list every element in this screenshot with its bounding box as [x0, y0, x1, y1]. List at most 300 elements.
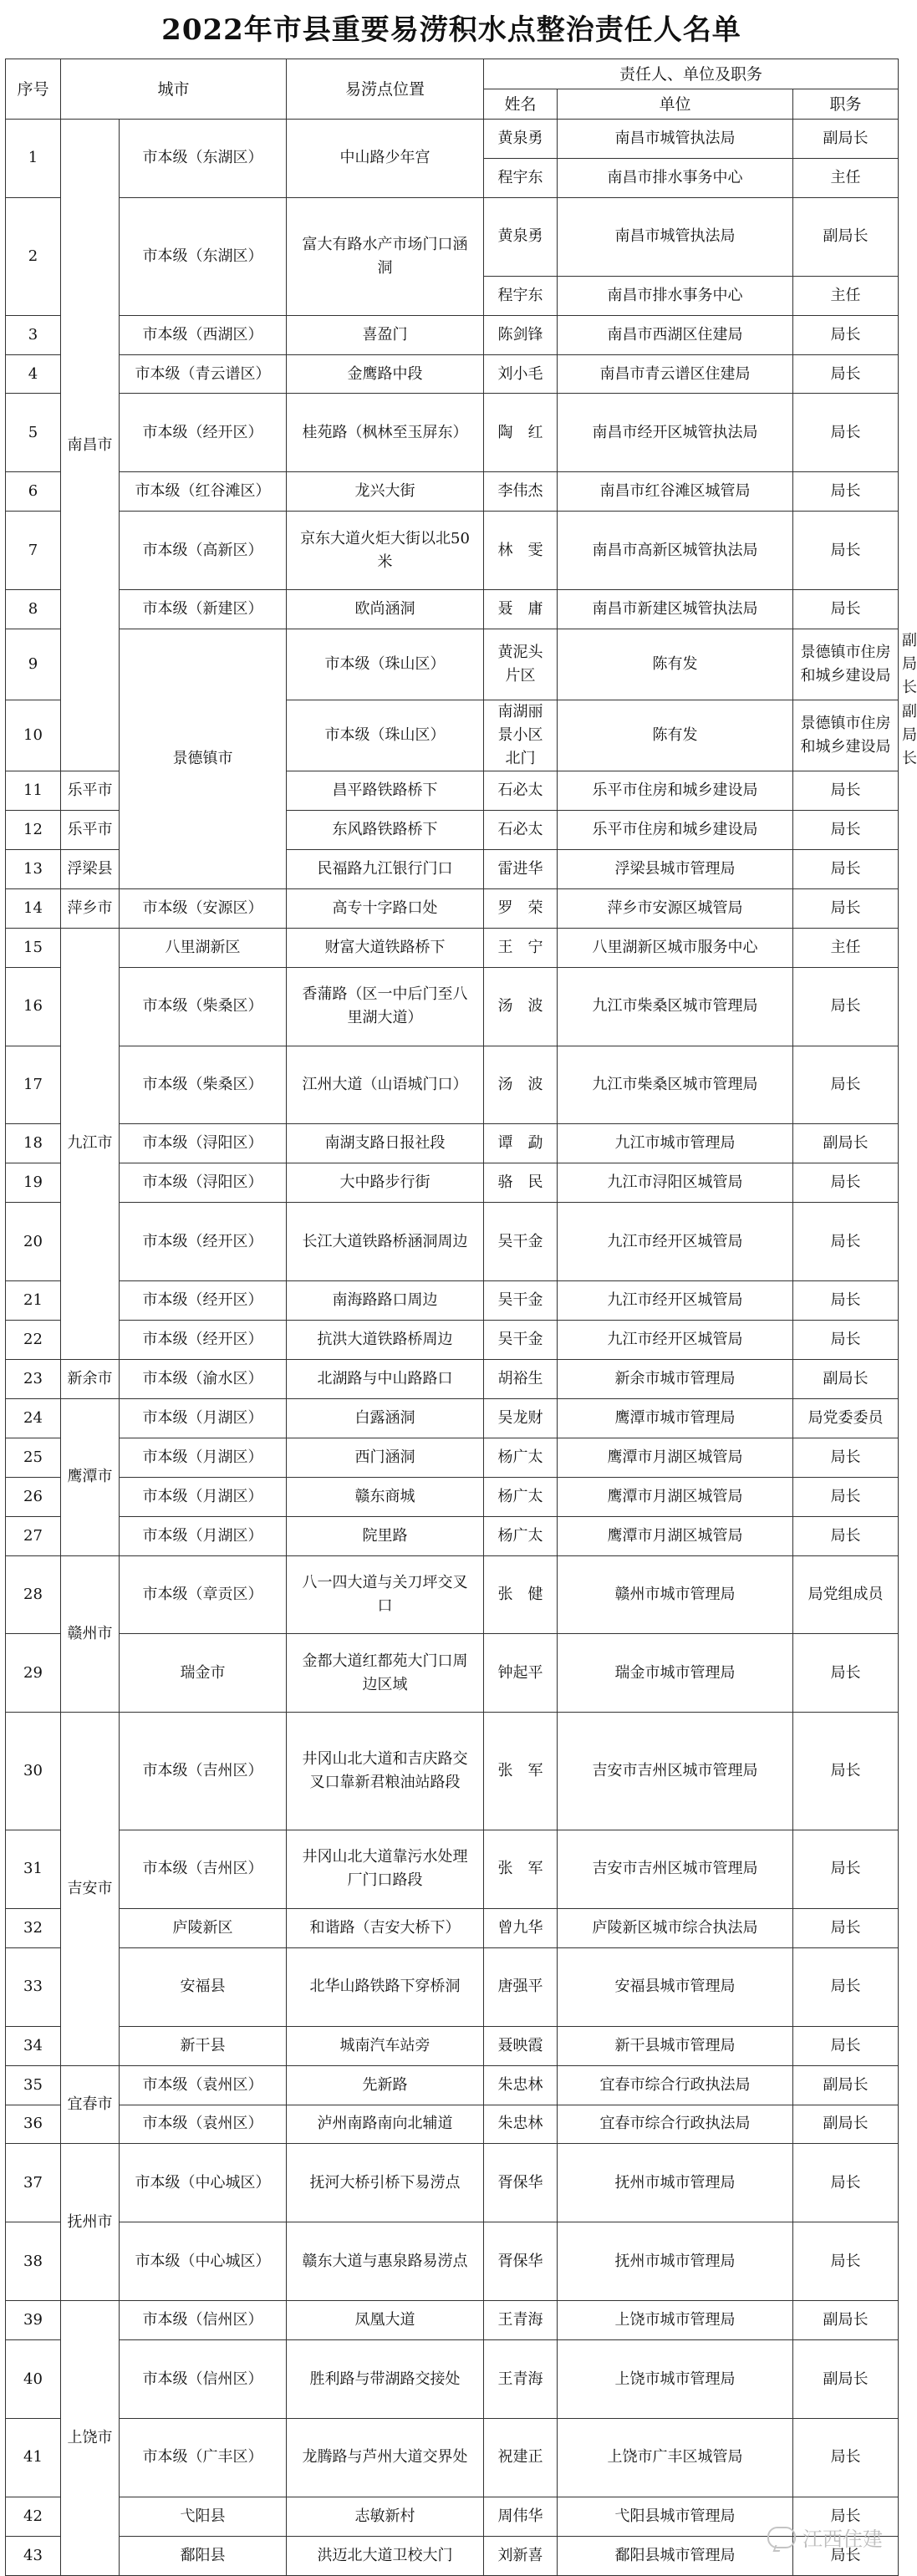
district-cell: 市本级（月湖区）: [120, 1438, 287, 1477]
location-cell: 金都大道红都苑大门口周边区域: [287, 1634, 484, 1713]
unit-cell: 鹰潭市月湖区城管局: [558, 1438, 793, 1477]
duty-cell: 局长: [793, 849, 899, 888]
row-number: 31: [6, 1830, 61, 1909]
row-number: 3: [6, 315, 61, 354]
location-cell: 江州大道（山语城门口）: [287, 1046, 484, 1124]
location-cell: 民福路九江银行门口: [287, 849, 484, 888]
row-number: 36: [6, 2105, 61, 2144]
unit-cell: 鹰潭市月湖区城管局: [558, 1477, 793, 1516]
table-row: [6, 1830, 899, 1909]
district-cell: 市本级（经开区）: [120, 1281, 287, 1321]
unit-cell: 上饶市广丰区城管局: [558, 2418, 793, 2497]
duty-cell: 局长: [793, 1203, 899, 1281]
unit-cell: 九江市柴桑区城市管理局: [558, 1046, 793, 1124]
person-name-cell: 聂映霞: [484, 2026, 558, 2065]
duty-cell: 局长: [793, 1438, 899, 1477]
table-row: [6, 1634, 899, 1713]
person-name-cell: 聂 庸: [484, 590, 558, 629]
district-cell: 市本级（经开区）: [120, 1203, 287, 1281]
location-cell: 欧尚涵洞: [287, 590, 484, 629]
district-cell: 市本级（信州区）: [120, 2340, 287, 2419]
location-cell: 东风路铁路桥下: [287, 810, 484, 849]
city-cell: 赣州市: [61, 1555, 120, 1713]
row-number: 37: [6, 2144, 61, 2222]
unit-cell: 赣州市城市管理局: [558, 1555, 793, 1634]
row-number: 25: [6, 1438, 61, 1477]
watermark-text: 江西住建: [802, 2528, 883, 2551]
unit-cell: 九江市经开区城管局: [558, 1320, 793, 1359]
location-cell: 南海路路口周边: [287, 1281, 484, 1321]
location-cell: 高专十字路口处: [287, 888, 484, 928]
district-cell: 市本级（袁州区）: [120, 2105, 287, 2144]
person-name-cell: 汤 波: [484, 1046, 558, 1124]
city-cell: 新余市: [61, 1359, 120, 1398]
row-number: 11: [6, 771, 61, 811]
duty-cell: 局党组成员: [793, 1555, 899, 1634]
table-row: [6, 1713, 899, 1830]
district-cell: 市本级（经开区）: [120, 1320, 287, 1359]
duty-cell: 局长: [793, 512, 899, 590]
person-name-cell: 雷进华: [484, 849, 558, 888]
duty-cell: 主任: [793, 276, 899, 315]
table-row: [6, 197, 899, 276]
duty-cell: 副局长: [793, 2301, 899, 2340]
district-cell: 市本级（吉州区）: [120, 1713, 287, 1830]
table-row: [6, 1438, 899, 1477]
unit-cell: 安福县城市管理局: [558, 1947, 793, 2026]
duty-cell: 局长: [793, 590, 899, 629]
row-number: 20: [6, 1203, 61, 1281]
duty-cell: 副局长: [793, 197, 899, 276]
unit-cell: 南昌市青云谱区住建局: [558, 354, 793, 394]
person-name-cell: 王 宁: [484, 928, 558, 967]
row-number: 34: [6, 2026, 61, 2065]
location-cell: 井冈山北大道和吉庆路交叉口靠新君粮油站路段: [287, 1713, 484, 1830]
person-name-cell: 刘小毛: [484, 354, 558, 394]
unit-cell: 南昌市城管执法局: [558, 197, 793, 276]
header-city: 城市: [61, 59, 287, 120]
table-row: [6, 2340, 899, 2419]
person-name-cell: 程宇东: [484, 158, 558, 197]
district-cell: 市本级（章贡区）: [120, 1555, 287, 1634]
district-cell: 市本级（红谷滩区）: [120, 472, 287, 512]
district-cell: 新干县: [120, 2026, 287, 2065]
duty-cell: 局长: [793, 1477, 899, 1516]
table-row: [6, 888, 899, 928]
district-cell: 市本级（柴桑区）: [120, 1046, 287, 1124]
duty-cell: 局长: [793, 888, 899, 928]
table-row: [6, 590, 899, 629]
district-cell: 市本级（东湖区）: [120, 197, 287, 315]
city-cell: 宜春市: [61, 2065, 120, 2144]
table-row: 9 景德镇市 市本级（珠山区） 黄泥头片区 陈有发 景德镇市住房和城乡建设局 副局长: [6, 629, 899, 700]
row-number: 43: [6, 2536, 61, 2575]
table-body: [6, 120, 917, 2576]
unit-cell: 吉安市吉州区城市管理局: [558, 1713, 793, 1830]
row-number: 17: [6, 1046, 61, 1124]
person-name-cell: 周伟华: [484, 2497, 558, 2536]
unit-cell: 九江市浔阳区城管局: [558, 1163, 793, 1203]
row-number: 13: [6, 849, 61, 888]
table-row: [6, 2105, 899, 2144]
row-number: 24: [6, 1398, 61, 1438]
person-name-cell: 杨广太: [484, 1516, 558, 1555]
person-name-cell: 王青海: [484, 2340, 558, 2419]
district-cell: 瑞金市: [120, 1634, 287, 1713]
location-cell: 中山路少年宫: [287, 120, 484, 198]
table-row: [6, 967, 899, 1046]
unit-cell: 九江市柴桑区城市管理局: [558, 967, 793, 1046]
district-cell: 市本级（西湖区）: [120, 315, 287, 354]
table-row: [6, 120, 899, 159]
person-name-cell: 陈有发: [558, 629, 793, 700]
location-cell: 黄泥头片区: [484, 629, 558, 700]
duty-cell: 局长: [793, 354, 899, 394]
location-cell: 昌平路铁路桥下: [287, 771, 484, 811]
location-cell: 京东大道火炬大街以北50米: [287, 512, 484, 590]
location-cell: 金鹰路中段: [287, 354, 484, 394]
table-row: [6, 2144, 899, 2222]
duty-cell: 局长: [793, 1830, 899, 1909]
unit-cell: 上饶市城市管理局: [558, 2340, 793, 2419]
district-cell: 市本级（渝水区）: [120, 1359, 287, 1398]
table-row: [6, 2301, 899, 2340]
unit-cell: 宜春市综合行政执法局: [558, 2065, 793, 2105]
unit-cell: 鄱阳县城市管理局: [558, 2536, 793, 2575]
duty-cell: 副局长: [793, 1124, 899, 1163]
city-cell: 景德镇市: [120, 629, 287, 889]
district-cell: 市本级（中心城区）: [120, 2222, 287, 2301]
table-row: [6, 1947, 899, 2026]
chat-bubble-icon: [767, 2527, 796, 2548]
table-row: [6, 1124, 899, 1163]
table-row: [6, 2026, 899, 2065]
district-cell: 市本级（浔阳区）: [120, 1163, 287, 1203]
row-number: 38: [6, 2222, 61, 2301]
duty-cell: 局长: [793, 1046, 899, 1124]
row-number: 22: [6, 1320, 61, 1359]
watermark: [767, 2523, 883, 2552]
unit-cell: 南昌市排水事务中心: [558, 276, 793, 315]
location-cell: 北湖路与中山路路口: [287, 1359, 484, 1398]
duty-cell: 局长: [793, 2222, 899, 2301]
duty-cell: 局长: [793, 810, 899, 849]
district-cell: 乐平市: [61, 810, 120, 849]
row-number: 27: [6, 1516, 61, 1555]
table-row: [6, 2222, 899, 2301]
district-cell: 市本级（信州区）: [120, 2301, 287, 2340]
unit-cell: 弋阳县城市管理局: [558, 2497, 793, 2536]
duty-cell: 主任: [793, 928, 899, 967]
district-cell: 市本级（珠山区）: [287, 700, 484, 771]
row-number: 6: [6, 472, 61, 512]
person-name-cell: 胥保华: [484, 2144, 558, 2222]
duty-cell: 局长: [793, 2026, 899, 2065]
person-name-cell: 骆 民: [484, 1163, 558, 1203]
header-no: 序号: [6, 59, 61, 120]
person-name-cell: 杨广太: [484, 1477, 558, 1516]
location-cell: 桂苑路（枫林至玉屏东）: [287, 394, 484, 472]
table-row: [6, 1320, 899, 1359]
person-name-cell: 祝建正: [484, 2418, 558, 2497]
table-row: [6, 1555, 899, 1634]
location-cell: 赣东商城: [287, 1477, 484, 1516]
duty-cell: 局长: [793, 315, 899, 354]
person-name-cell: 黄泉勇: [484, 120, 558, 159]
document-title: 2022年市县重要易涝积水点整治责任人名单: [161, 13, 741, 47]
district-cell: 浮梁县: [61, 849, 120, 888]
location-cell: 泸州南路南向北辅道: [287, 2105, 484, 2144]
table-row: [6, 354, 899, 394]
person-name-cell: 朱忠林: [484, 2105, 558, 2144]
district-cell: 市本级（东湖区）: [120, 120, 287, 198]
district-cell: 市本级（月湖区）: [120, 1398, 287, 1438]
table-row: 10 市本级（珠山区） 南湖丽景小区北门 陈有发 景德镇市住房和城乡建设局 副局长: [6, 700, 899, 771]
duty-cell: 局长: [793, 1908, 899, 1947]
city-cell: 抚州市: [61, 2144, 120, 2301]
unit-cell: 新干县城市管理局: [558, 2026, 793, 2065]
duty-cell: 副局长: [793, 120, 899, 159]
row-number: 35: [6, 2065, 61, 2105]
location-cell: 院里路: [287, 1516, 484, 1555]
table-row: [6, 1908, 899, 1947]
duty-cell: 局党委委员: [793, 1398, 899, 1438]
table-row: [6, 315, 899, 354]
row-number: 7: [6, 512, 61, 590]
unit-cell: 吉安市吉州区城市管理局: [558, 1830, 793, 1909]
table-row: [6, 1516, 899, 1555]
table-row: [6, 2418, 899, 2497]
table-row: [6, 1359, 899, 1398]
person-name-cell: 吴干金: [484, 1320, 558, 1359]
person-name-cell: 黄泉勇: [484, 197, 558, 276]
unit-cell: 抚州市城市管理局: [558, 2222, 793, 2301]
district-cell: 市本级（经开区）: [120, 394, 287, 472]
row-number: 19: [6, 1163, 61, 1203]
duty-cell: 局长: [793, 394, 899, 472]
duty-cell: 局长: [793, 1281, 899, 1321]
person-name-cell: 朱忠林: [484, 2065, 558, 2105]
header-responsible: 责任人、单位及职务: [484, 59, 899, 89]
city-cell: 萍乡市: [61, 888, 120, 928]
unit-cell: 九江市经开区城管局: [558, 1281, 793, 1321]
row-number: 12: [6, 810, 61, 849]
location-cell: 白露涵洞: [287, 1398, 484, 1438]
row-number: 39: [6, 2301, 61, 2340]
person-name-cell: 钟起平: [484, 1634, 558, 1713]
row-number: 14: [6, 888, 61, 928]
location-cell: 大中路步行街: [287, 1163, 484, 1203]
table-row: [6, 1203, 899, 1281]
person-name-cell: 王青海: [484, 2301, 558, 2340]
duty-cell: 局长: [793, 472, 899, 512]
table-row: [6, 472, 899, 512]
location-cell: 富大有路水产市场门口涵洞: [287, 197, 484, 315]
district-cell: 市本级（安源区）: [120, 888, 287, 928]
district-cell: 市本级（高新区）: [120, 512, 287, 590]
district-cell: 弋阳县: [120, 2497, 287, 2536]
unit-cell: 南昌市城管执法局: [558, 120, 793, 159]
header-name: 姓名: [484, 89, 558, 120]
location-cell: 凤凰大道: [287, 2301, 484, 2340]
row-number: 32: [6, 1908, 61, 1947]
district-cell: 市本级（新建区）: [120, 590, 287, 629]
row-number: 26: [6, 1477, 61, 1516]
row-number: 10: [6, 700, 61, 771]
district-cell: 市本级（袁州区）: [120, 2065, 287, 2105]
location-cell: 南湖支路日报社段: [287, 1124, 484, 1163]
table-row: [6, 928, 899, 967]
district-cell: 市本级（中心城区）: [120, 2144, 287, 2222]
district-cell: 市本级（青云谱区）: [120, 354, 287, 394]
header-unit: 单位: [558, 89, 793, 120]
table-row: [6, 1046, 899, 1124]
person-name-cell: 林 雯: [484, 512, 558, 590]
row-number: 30: [6, 1713, 61, 1830]
location-cell: 龙兴大街: [287, 472, 484, 512]
person-name-cell: 张 军: [484, 1713, 558, 1830]
unit-cell: 南昌市经开区城管执法局: [558, 394, 793, 472]
location-cell: 抚河大桥引桥下易涝点: [287, 2144, 484, 2222]
duty-cell: 局长: [793, 1163, 899, 1203]
district-cell: 市本级（浔阳区）: [120, 1124, 287, 1163]
duty-cell: 副局长: [793, 2105, 899, 2144]
table-row: [6, 1163, 899, 1203]
duty-cell: 局长: [793, 967, 899, 1046]
unit-cell: 南昌市排水事务中心: [558, 158, 793, 197]
location-cell: 志敏新村: [287, 2497, 484, 2536]
location-cell: 长江大道铁路桥涵洞周边: [287, 1203, 484, 1281]
location-cell: 南湖丽景小区北门: [484, 700, 558, 771]
unit-cell: 九江市城市管理局: [558, 1124, 793, 1163]
person-name-cell: 石必太: [484, 771, 558, 811]
duty-cell: 局长: [793, 1713, 899, 1830]
responsibility-table: [5, 59, 917, 2576]
district-cell: 八里湖新区: [120, 928, 287, 967]
district-cell: 庐陵新区: [120, 1908, 287, 1947]
duty-cell: 局长: [793, 771, 899, 811]
row-number: 18: [6, 1124, 61, 1163]
header-duty: 职务: [793, 89, 899, 120]
person-name-cell: 张 军: [484, 1830, 558, 1909]
person-name-cell: 陶 红: [484, 394, 558, 472]
table-row: [6, 394, 899, 472]
row-number: 16: [6, 967, 61, 1046]
location-cell: 赣东大道与惠泉路易涝点: [287, 2222, 484, 2301]
location-cell: 井冈山北大道靠污水处理厂门口路段: [287, 1830, 484, 1909]
district-cell: 市本级（广丰区）: [120, 2418, 287, 2497]
unit-cell: 乐平市住房和城乡建设局: [558, 771, 793, 811]
district-cell: 乐平市: [61, 771, 120, 811]
table-row: [6, 1477, 899, 1516]
table-row: [6, 1398, 899, 1438]
unit-cell: 新余市城市管理局: [558, 1359, 793, 1398]
duty-cell: 局长: [793, 1947, 899, 2026]
city-cell: 吉安市: [61, 1713, 120, 2065]
unit-cell: 南昌市高新区城管执法局: [558, 512, 793, 590]
location-cell: 龙腾路与芦州大道交界处: [287, 2418, 484, 2497]
person-name-cell: 唐强平: [484, 1947, 558, 2026]
unit-cell: 瑞金市城市管理局: [558, 1634, 793, 1713]
table-row: [6, 2065, 899, 2105]
person-name-cell: 杨广太: [484, 1438, 558, 1477]
person-name-cell: 吴龙财: [484, 1398, 558, 1438]
person-name-cell: 陈剑锋: [484, 315, 558, 354]
location-cell: 先新路: [287, 2065, 484, 2105]
duty-cell: 局长: [793, 1516, 899, 1555]
row-number: 40: [6, 2340, 61, 2419]
city-cell: 上饶市: [61, 2301, 120, 2575]
unit-cell: 鹰潭市城市管理局: [558, 1398, 793, 1438]
location-cell: 洪迈北大道卫校大门: [287, 2536, 484, 2575]
row-number: 33: [6, 1947, 61, 2026]
duty-cell: 副局长: [793, 2340, 899, 2419]
district-cell: 市本级（珠山区）: [287, 629, 484, 700]
district-cell: 市本级（月湖区）: [120, 1516, 287, 1555]
duty-cell: 局长: [793, 2144, 899, 2222]
table-row: [6, 2497, 899, 2536]
person-name-cell: 刘新喜: [484, 2536, 558, 2575]
row-number: 15: [6, 928, 61, 967]
duty-cell: 局长: [793, 1634, 899, 1713]
unit-cell: 景德镇市住房和城乡建设局: [793, 700, 899, 771]
location-cell: 香蒲路（区一中后门至八里湖大道）: [287, 967, 484, 1046]
person-name-cell: 张 健: [484, 1555, 558, 1634]
location-cell: 喜盈门: [287, 315, 484, 354]
district-cell: 市本级（柴桑区）: [120, 967, 287, 1046]
unit-cell: 抚州市城市管理局: [558, 2144, 793, 2222]
duty-cell: 副局长: [793, 2065, 899, 2105]
row-number: 42: [6, 2497, 61, 2536]
row-number: 1: [6, 120, 61, 198]
row-number: 23: [6, 1359, 61, 1398]
person-name-cell: 吴干金: [484, 1203, 558, 1281]
person-name-cell: 罗 荣: [484, 888, 558, 928]
city-cell: 九江市: [61, 928, 120, 1359]
unit-cell: 南昌市西湖区住建局: [558, 315, 793, 354]
person-name-cell: 胥保华: [484, 2222, 558, 2301]
person-name-cell: 陈有发: [558, 700, 793, 771]
duty-cell: 局长: [793, 2418, 899, 2497]
person-name-cell: 石必太: [484, 810, 558, 849]
city-cell: 南昌市: [61, 120, 120, 771]
person-name-cell: 吴干金: [484, 1281, 558, 1321]
location-cell: 八一四大道与关刀坪交叉口: [287, 1555, 484, 1634]
row-number: 5: [6, 394, 61, 472]
location-cell: 城南汽车站旁: [287, 2026, 484, 2065]
row-number: 4: [6, 354, 61, 394]
row-number: 28: [6, 1555, 61, 1634]
person-name-cell: 李伟杰: [484, 472, 558, 512]
person-name-cell: 程宇东: [484, 276, 558, 315]
unit-cell: 宜春市综合行政执法局: [558, 2105, 793, 2144]
location-cell: 财富大道铁路桥下: [287, 928, 484, 967]
row-number: 21: [6, 1281, 61, 1321]
row-number: 2: [6, 197, 61, 315]
person-name-cell: 曾九华: [484, 1908, 558, 1947]
person-name-cell: 胡裕生: [484, 1359, 558, 1398]
row-number: 41: [6, 2418, 61, 2497]
location-cell: 抗洪大道铁路桥周边: [287, 1320, 484, 1359]
table-row: [6, 1281, 899, 1321]
duty-cell: 局长: [793, 1320, 899, 1359]
header-location: 易涝点位置: [287, 59, 484, 120]
unit-cell: 萍乡市安源区城管局: [558, 888, 793, 928]
table-row: [6, 512, 899, 590]
person-name-cell: 汤 波: [484, 967, 558, 1046]
unit-cell: 九江市经开区城管局: [558, 1203, 793, 1281]
duty-cell: 副局长: [793, 1359, 899, 1398]
